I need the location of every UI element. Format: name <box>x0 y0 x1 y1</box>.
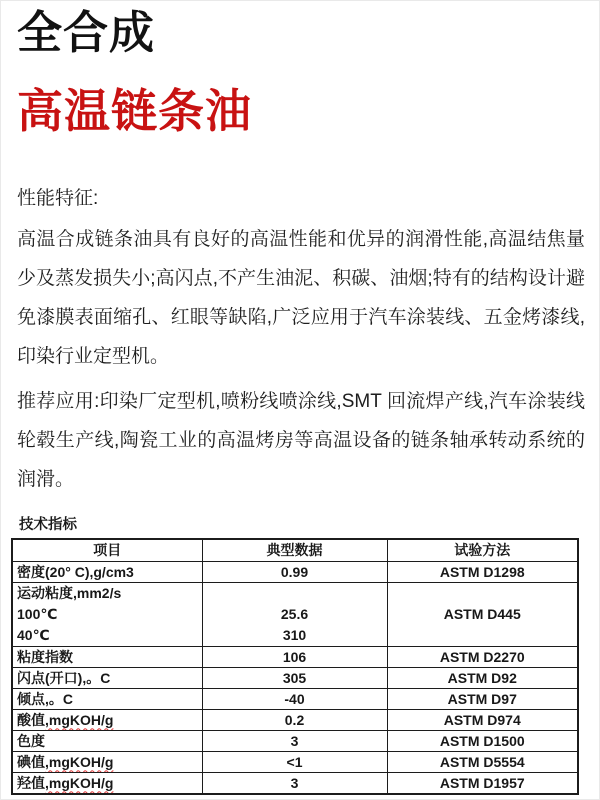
item-unit-spellcheck: ,mgKOH/g <box>45 753 114 770</box>
value-cell: 305 <box>202 667 387 688</box>
item-cell: 闪点(开口),。C <box>12 667 202 688</box>
value-cell: 3 <box>202 772 387 794</box>
table-row-pour-point <box>12 688 578 709</box>
value-cell <box>202 582 387 646</box>
features-paragraph: 高温合成链条油具有良好的高温性能和优异的润滑性能,高温结焦量少及蒸发损失小;高闪点,不产生油泥、积碳、油烟;特有的结构设计避免漆膜表面缩孔、红眼等缺陷,广泛应用于汽车涂装线、五金烤漆线,印染行业定型机。 <box>17 229 585 367</box>
viscosity-40c-label: 40℃ <box>17 626 50 643</box>
viscosity-100c-value: 25.6 <box>280 605 309 622</box>
method-cell: ASTM D1957 <box>387 772 578 794</box>
value-cell: 0.2 <box>202 709 387 730</box>
table-header-row <box>12 539 578 561</box>
header-value: 典型数据 <box>202 539 387 561</box>
viscosity-40c-value: 310 <box>282 626 307 643</box>
applications-paragraph: 推荐应用:印染厂定型机,喷粉线喷涂线,SMT 回流焊产线,汽车涂装线轮毂生产线,陶瓷工业的高温烤房等高温设备的链条轴承转动系统的润滑。 <box>17 391 585 490</box>
table-row-acid-value <box>12 709 578 730</box>
table-row-density <box>12 561 578 582</box>
item-text: 酸值 <box>17 711 45 728</box>
viscosity-blank-value <box>207 583 383 604</box>
viscosity-100c-label: 100℃ <box>17 605 58 622</box>
item-cell: 倾点,。C <box>12 688 202 709</box>
table-row-flash-point <box>12 667 578 688</box>
item-cell <box>12 709 202 730</box>
item-cell <box>12 582 202 646</box>
table-row-hydroxyl-value <box>12 772 578 794</box>
specs-section-label: 技术指标 <box>19 517 77 533</box>
method-cell: ASTM D1298 <box>387 561 578 582</box>
table-row-viscosity-index <box>12 646 578 667</box>
item-cell: 密度(20° C),g/cm3 <box>12 561 202 582</box>
table-row-color <box>12 730 578 751</box>
item-unit-spellcheck: ,mgKOH/g <box>45 774 114 791</box>
value-cell: 3 <box>202 730 387 751</box>
header-method: 试验方法 <box>387 539 578 561</box>
method-cell: ASTM D1500 <box>387 730 578 751</box>
table-row-iodine-value <box>12 751 578 772</box>
product-name-title: 高温链条油 <box>17 85 252 137</box>
method-cell: ASTM D974 <box>387 709 578 730</box>
product-line-title: 全合成 <box>17 7 156 58</box>
viscosity-label: 运动粘度,mm2/s <box>17 584 122 601</box>
features-heading: 性能特征: <box>17 188 99 209</box>
value-cell: 106 <box>202 646 387 667</box>
item-text: 碘值 <box>17 753 45 770</box>
item-cell: 粘度指数 <box>12 646 202 667</box>
item-cell: 色度 <box>12 730 202 751</box>
value-cell: -40 <box>202 688 387 709</box>
specs-table <box>11 538 579 795</box>
method-cell: ASTM D5554 <box>387 751 578 772</box>
table-row-viscosity <box>12 582 578 646</box>
method-cell: ASTM D92 <box>387 667 578 688</box>
header-item: 项目 <box>12 539 202 561</box>
method-cell: ASTM D445 <box>387 582 578 646</box>
item-text: 羟值 <box>17 774 45 791</box>
item-cell <box>12 751 202 772</box>
value-cell: 0.99 <box>202 561 387 582</box>
method-cell: ASTM D97 <box>387 688 578 709</box>
item-unit-spellcheck: ,mgKOH/g <box>45 711 114 728</box>
method-cell: ASTM D2270 <box>387 646 578 667</box>
value-cell: <1 <box>202 751 387 772</box>
item-cell <box>12 772 202 794</box>
